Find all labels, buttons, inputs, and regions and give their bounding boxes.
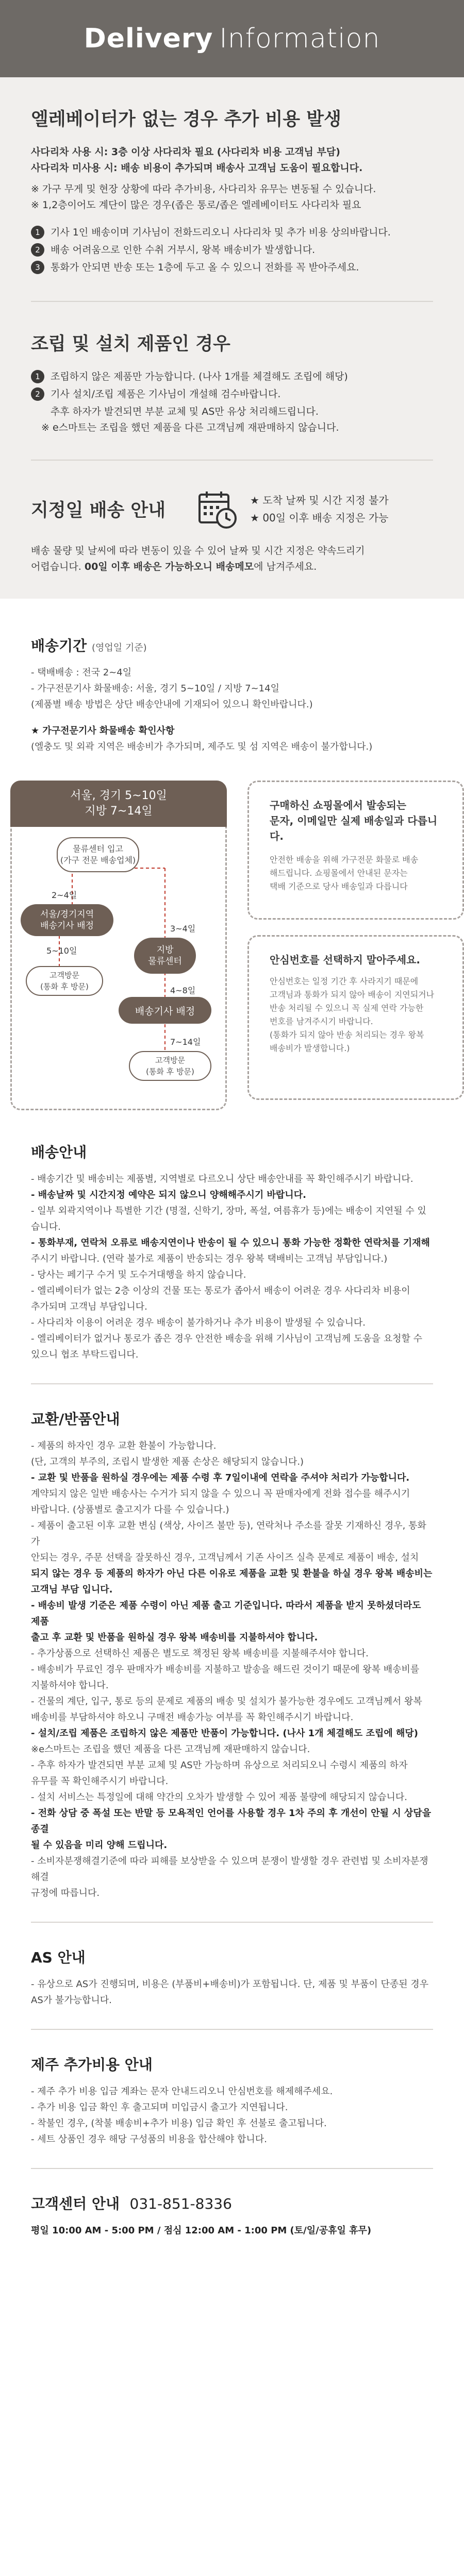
notice-2-title: 안심번호를 선택하지 말아주세요.: [270, 954, 421, 966]
header-title-light: Information: [219, 23, 380, 54]
assembly-sub: 추후 하자가 발견되면 부분 교체 및 AS만 유상 처리해드립니다.: [51, 406, 319, 417]
assembly-note: ※ e스마트는 조립을 했던 제품을 다른 고객님께 재판매하지 않습니다.: [41, 422, 339, 433]
scheduled-title: 지정일 배송 안내: [31, 500, 166, 521]
elevator-note-2: ※ 1,2층이어도 계단이 많은 경우(좁은 통로/좁은 엘레베이터도 사다리차 필요: [31, 199, 361, 211]
duration-5: 7~14일: [170, 1037, 201, 1047]
cs-title: 고객센터 안내 031-851-8336: [31, 2195, 232, 2212]
elevator-item-1: 1 기사 1인 배송이며 기사님이 전화드리오니 사다리차 및 추가 비용 상의바랍니다.: [31, 225, 433, 240]
notice-1-title: 구매하신 쇼핑몰에서 발송되는 문자, 이메일만 실제 배송일과 다릅니다.: [270, 799, 438, 842]
scheduled-desc-1: 배송 물량 및 날씨에 따라 변동이 있을 수 있어 날짜 및 시간 지정은 약속드리기: [31, 545, 365, 556]
warehouse-node: 물류센터 입고 (가구 전문 배송업체): [57, 837, 139, 872]
duration-1: 2~4일: [52, 890, 77, 900]
number-badge-2: 2: [31, 243, 44, 257]
delivery-flow-diagram: [31, 781, 438, 1110]
customer-visit-2: 고객방문 (통화 후 방문): [129, 1051, 211, 1081]
local-center-node: 지방 물류센터: [134, 938, 196, 974]
elevator-item-2: 2 배송 어려움으로 인한 수취 거부시, 왕복 배송비가 발생합니다.: [31, 242, 433, 258]
as-title: AS 안내: [31, 1949, 86, 1966]
scheduled-desc-2: 어렵습니다. 00일 이후 배송은 가능하오니 배송메모에 남겨주세요.: [31, 561, 317, 572]
delivery-info-box: [0, 77, 464, 599]
assembly-title: 조립 및 설치 제품인 경우: [31, 334, 230, 354]
duration-4: 4~8일: [170, 986, 196, 995]
assembly-section: [31, 302, 433, 461]
shipping-notice-title: 배송안내: [31, 1144, 87, 1161]
scheduled-star-1: ★ 도착 날짜 및 시간 지정 불가: [250, 494, 389, 506]
customer-visit-1: 고객방문 (통화 후 방문): [26, 966, 103, 996]
seoul-driver-node: 서울/경기지역 배송기사 배정: [21, 904, 113, 936]
elevator-line-2: 사다리차 미사용 시: 배송 비용이 추가되며 배송사 고객님 도움이 필요합니다.: [31, 162, 363, 174]
notice-box-1: [247, 781, 464, 920]
notice-box-2: [247, 935, 464, 1100]
elevator-title: 엘레베이터가 없는 경우 추가 비용 발생: [31, 109, 341, 130]
jeju-list: - 제주 추가 비용 입금 계좌는 문자 안내드리오니 안심번호를 해제해주세요. - 추가 비용 입금 확인 후 출고되며 미입금시 출고가 지연됩니다. - 착불인 경우, (착불 배송비+추가 비용) 입금 확인 후 선불로 출고됩니다. - 세트 상품인 경우 해당 구성품의 비용을 합산해야 합니다.: [31, 2086, 333, 2145]
assembly-item-2: 2 기사 설치/조립 제품은 기사님이 개설해 검수바랍니다.: [31, 386, 433, 402]
number-badge-3: 3: [31, 261, 44, 274]
period-star-2: (엘충도 및 외곽 지역은 배송비가 추가되며, 제주도 및 섬 지역은 배송이 불가합니다.): [31, 741, 373, 752]
elevator-note-1: ※ 가구 무게 및 현장 상황에 따라 추가비용, 사다리차 유무는 변동될 수 있습니다.: [31, 183, 376, 195]
assembly-item-1: 1 조립하지 않은 제품만 가능합니다. (나사 1개를 체결해도 조립에 해당): [31, 369, 433, 384]
elevator-item-3: 3 통화가 안되면 반송 또는 1층에 두고 올 수 있으니 전화를 꼭 받아주세요.: [31, 260, 433, 275]
as-list: - 유상으로 AS가 진행되며, 비용은 (부품비+배송비)가 포함됩니다. 단, 제품 및 부품이 단종된 경우 AS가 불가능합니다.: [31, 1979, 429, 2006]
duration-3: 3~4일: [170, 924, 196, 934]
calendar-clock-icon: [196, 488, 238, 530]
notice-1-text: 안전한 배송을 위해 가구전문 화물로 배송 해드립니다. 쇼핑몰에서 안내된 문자는 택배 기준으로 당사 배송일과 다릅니다: [270, 855, 419, 891]
elevator-section: [31, 77, 433, 302]
number-badge-1: 1: [31, 370, 44, 383]
elevator-line-1: 사다리차 사용 시: 3층 이상 사다리차 필요 (사다리차 비용 고객님 부담): [31, 146, 340, 158]
flow-header: 서울, 경기 5~10일 지방 7~14일: [10, 781, 227, 827]
jeju-title: 제주 추가비용 안내: [31, 2056, 153, 2073]
scheduled-section: [31, 461, 433, 599]
period-title: 배송기간 (영업일 기준): [31, 637, 147, 654]
shipping-notice-list: - 배송기간 및 배송비는 제품별, 지역별로 다르오니 상단 배송안내를 꼭 확인해주시기 바랍니다. - 배송날짜 및 시간지정 예약은 되지 않으니 양해해주시기 바랍니다. - 일부 외곽지역이나 특별한 기간 (명절, 신학기, 장마, 폭설, 여름휴가 등)에는 배송이 지연될 수 있습니다. - 통화부재, 연락처 오류로 배송지연이나 반송이 될 수 있으니 통화 가능한 정확한 연락처를 기재해 주시기 바랍니다. (연락 불가로 제품이 반송되는 경우 왕복 택배비는 고객님 부담입니다.) - 당사는 페기구 수거 및 도수거대행을 하지 않습니다. - 엘리베이터가 없는 2층 이상의 건물 또는 통로가 좁아서 배송이 어려운 경우 사다리차 비용이 추가되며 고객님 부담입니다. - 사다리차 이용이 어려운 경우 배송이 불가하거나 추가 비용이 발생될 수 있습니다. - 엘리베이터가 없거나 통로가 좁은 경우 안전한 배송을 위해 기사님이 고객님께 도움을 요청할 수 있으니 협조 부탁드립니다.: [31, 1174, 430, 1360]
period-star: ★ 가구전문기사 화물배송 확인사항: [31, 725, 175, 736]
scheduled-star-2: ★ 00일 이후 배송 지정은 가능: [250, 512, 389, 524]
number-badge-2: 2: [31, 387, 44, 401]
notice-2-text: 안심번호는 일정 기간 후 사라지기 때문에 고객님과 통화가 되지 않아 배송이 지연되거나 반송 처리될 수 있으니 꼭 실제 연락 가능한 번호를 남겨주시기 바랍니다. (통화가 되지 않아 반송 처리되는 경우 왕복 배송비가 발생합니다.): [270, 976, 435, 1053]
local-driver-node: 배송기사 배정: [119, 997, 211, 1024]
header-title-bold: Delivery: [84, 23, 213, 54]
cs-hours: 평일 10:00 AM - 5:00 PM / 점심 12:00 AM - 1:00 PM (토/일/공휴일 휴무): [31, 2225, 372, 2236]
period-line-3: (제품별 배송 방법은 상단 배송안내에 기재되어 있으니 확인바랍니다.): [31, 699, 313, 710]
exchange-title: 교환/반품안내: [31, 1411, 120, 1428]
cs-phone: 031-851-8336: [129, 2195, 232, 2212]
period-line-1: - 택배배송 : 전국 2~4일: [31, 667, 132, 678]
duration-2: 5~10일: [46, 946, 77, 956]
page-header: [0, 0, 464, 77]
exchange-list: - 제품의 하자인 경우 교환 환불이 가능합니다. (단, 고객의 부주의, 조립시 발생한 제품 손상은 해당되지 않습니다.) - 교환 및 반품을 원하실 경우에는 제품 수령 후 7일이내에 연락을 주셔야 처리가 가능합니다. 계약되지 않은 일반 배송사는 수거가 되지 않을 수 있으니 꼭 판매자에게 전화 접수를 해주시기 바랍니다. (상품별로 출고지가 다를 수 있습니다.) - 제품이 출고된 이후 교환 변심 (색상, 사이즈 불만 등), 연락처나 주소를 잘못 기재하신 경우, 통화가 안되는 경우, 주문 선택을 잘못하신 경우, 고객님께서 기존 사이즈 실측 문제로 제품이 배송, 설치 되지 않는 경우 등 제품의 하자가 아닌 다른 이유로 제품을 교환 및 환불을 하실 경우 왕복 배송비는 고객님 부담 입니다. - 배송비 발생 기준은 제품 수령이 아닌 제품 출고 기준입니다. 따라서 제품을 받지 못하셨더라도 제품 출고 후 교환 및 반품을 원하실 경우 왕복 배송비를 지불하셔야 합니다. - 추가상품으로 선택하신 제품은 별도로 책정된 왕복 배송비를 지불해주셔야 합니다. - 배송비가 무료인 경우 판매자가 배송비를 지불하고 발송을 해드린 것이기 때문에 왕복 배송비를 지불하셔야 합니다. - 건물의 계단, 입구, 통로 등의 문제로 제품의 배송 및 설치가 불가능한 경우에도 고객님께서 왕복 배송비를 부담하셔야 하오니 구매전 배송가능 여부를 꼭 확인해주시기 바랍니다. - 설치/조립 제품은 조립하지 않은 제품만 반품이 가능합니다. (나사 1개 체결해도 조립에 해당) ※e스마트는 조립을 했던 제품을 다른 고객님께 재판매하지 않습니다. - 추후 하자가 발견되면 부분 교체 및 AS만 가능하며 유상으로 처리되오니 수령시 제품의 하자 유무를 꼭 확인해주시기 바랍니다. - 설치 서비스는 특정일에 대해 약간의 오차가 발생할 수 있어 제품 불량에 해당되지 않습니다. - 전화 상담 중 폭설 또는 반말 등 모욕적인 언어를 사용할 경우 1차 주의 후 개선이 안될 시 상담을 종결 될 수 있음을 미리 양해 드립니다. - 소비자분쟁해결기준에 따라 피해를 보상받을 수 있으며 분쟁이 발생할 경우 관련법 및 소비자분쟁해결 규정에 따릅니다.: [31, 1440, 433, 1899]
period-line-2: - 가구전문기사 화물배송: 서울, 경기 5~10일 / 지방 7~14일: [31, 683, 279, 694]
number-badge-1: 1: [31, 226, 44, 239]
